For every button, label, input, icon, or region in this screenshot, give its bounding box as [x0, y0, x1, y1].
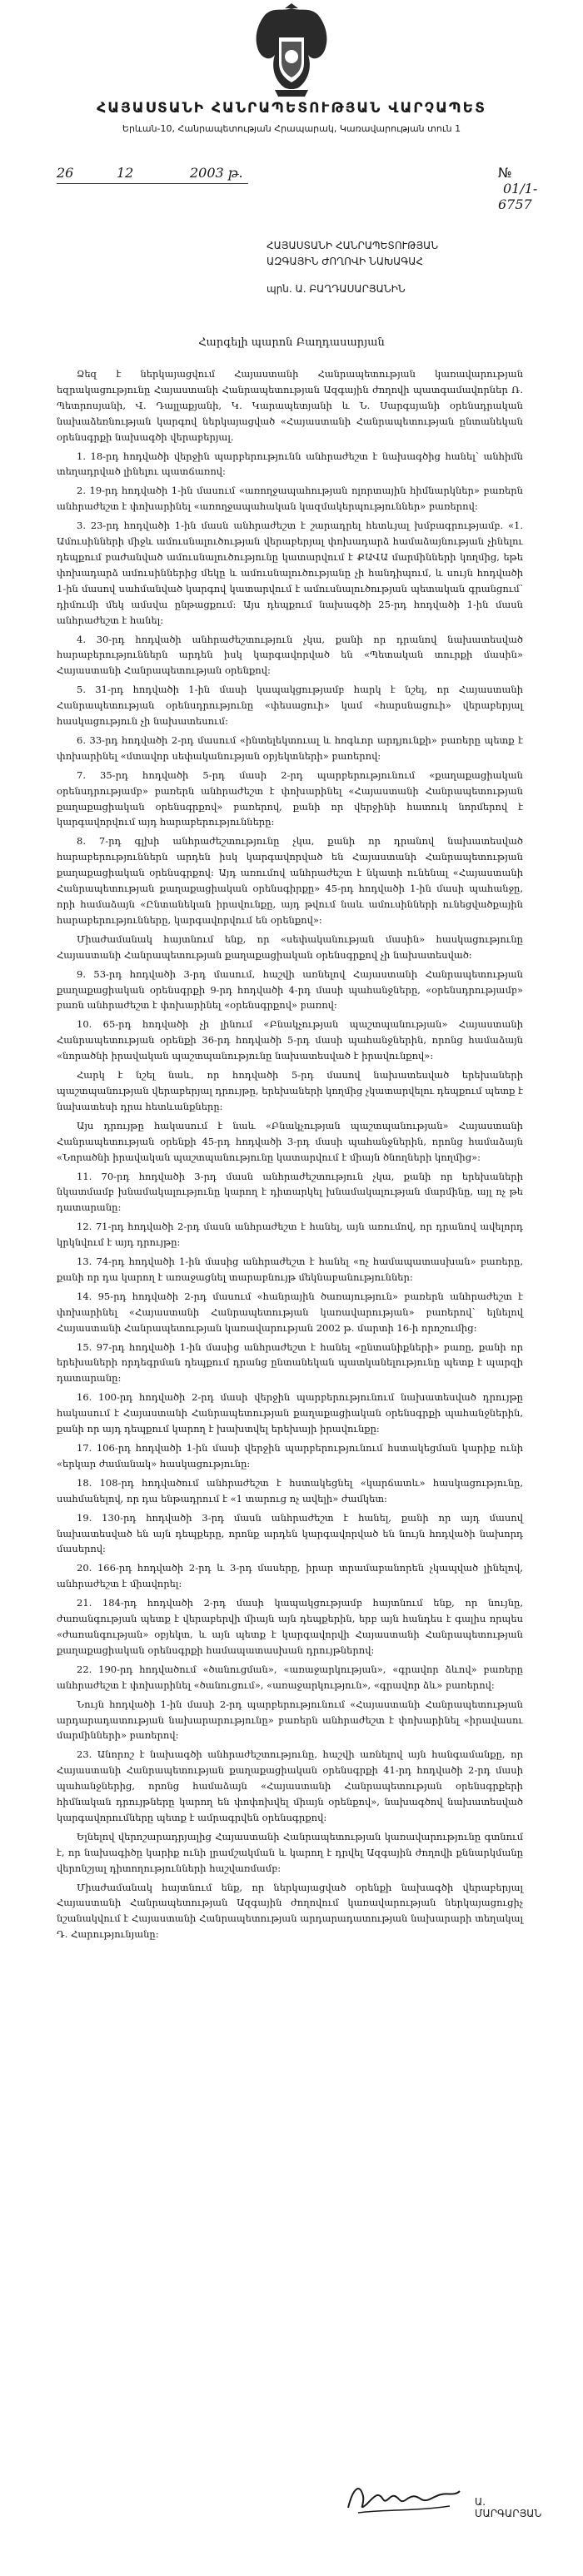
document-number-value: 01/1-6757 [498, 181, 538, 212]
date-day: 26 [57, 165, 74, 181]
body-paragraph: 3. 23-րդ հոդվածի 1-ին մասն անհրաժեշտ է շարադրել հետևյալ խմբագրությամբ. «1. Ամուսինների միջև ամուսնալուծության վերաբերյալ փոխադարձ համաձայնության չինելու դեպքում բաժանված ամուսնալուծությունը կատարվում է ՔԱՎԱ մարմինների կողմից, եթե փոխադարձ ամուսիններից մեկը և ամուսնալուծությանը չի հանդիպում, և սույն հոդվածի 1-ին մասով սահմանված կարգով կատարվում է ամուսնալուծության պետական գրանցում՝ դիմումի մեկ ամսվա ընթացքում: Այս դեպքում նախագծի 25-րդ հոդվածի 1-ին մասն անհրաժեշտ է հանել: [57, 520, 523, 626]
letter-greeting: Հարգելի պարոն Բաղդասարյան [198, 336, 385, 349]
government-address: Երևան-10, Հանրապետության Հրապարակ, Կառավարության տուն 1 [122, 123, 461, 134]
body-paragraph: Հարկ է նշել նաև, որ հոդվածի 5-րդ մասով նախատեսված երեխաների պաշտպանության վերաբերյալ դրույթը, երեխաների կողմից չկատարվելու դեպքում պետք է նախատեսի դրա հետևանքները: [57, 1069, 523, 1112]
body-paragraph: 16. 100-րդ հոդվածի 2-րդ մասի վերջին պարբերությունում նախատեսված դրույթը հակասում է Հայաստանի Հանրապետության քաղաքացիական օրենսգրքի պահանջներին, քանի որ այդ դեպքում կարող է խախտվել երեխայի իրավունքը: [57, 1391, 523, 1435]
body-paragraph: 6. 33-րդ հոդվածի 2-րդ մասում «ինտելեկտուալ և հոգևոր արդյունքի» բառերը պետք է փոխարինել «մտավոր սեփականության օբյեկտների» բառերով: [57, 734, 523, 762]
body-paragraph: 9. 53-րդ հոդվածի 3-րդ մասում, հաշվի առնելով Հայաստանի Հանրապետության քաղաքացիական օրենսգրքի 9-րդ հոդվածի 4-րդ մասի պահանջները, «օրենսդրությամբ» բառն անհրաժեշտ է փոխարինել «օրենսգրքով» բառով: [57, 967, 523, 1012]
body-paragraph: 18. 108-րդ հոդվածում անհրաժեշտ է հստակեցնել «կարճատև» հասկացությունը, սահմանելով, որ դա ենթադրում է «1 տարուց ոչ ավելի» ժամկետ: [57, 1476, 523, 1504]
handwritten-signature [341, 2471, 466, 2521]
date-and-number-row [57, 165, 538, 212]
date-month: 12 [117, 165, 134, 181]
body-paragraph: 14. 95-րդ հոդվածի 2-րդ մասում «հանրային ծառայություն» բառերն անհրաժեշտ է փոխարինել «Հայաստանի Հանրապետության կառավարության» բառերով՝ ելնելով Հայաստանի Հանրապետության կառավարության 2002 թ. մարտի 16-ի որոշումից: [57, 1290, 523, 1334]
date-year: 2003 թ. [190, 165, 243, 181]
addressee-line-1: ՀԱՅԱՍՏԱՆԻ ՀԱՆՐԱՊԵՏՈՒԹՅԱՆ [267, 240, 439, 251]
body-paragraph: Միաժամանակ հայտնում ենք, որ «սեփականության մասին» հասկացությունը Հայաստանի Հանրապետության քաղաքացիական օրենսգրքով չի նախատեսված: [57, 932, 523, 961]
body-paragraph: 5. 31-րդ հոդվածի 1-ին մասի կապակցությամբ հարկ է նշել, որ Հայաստանի Հանրապետության օրենսդրությունը «փեսացուի» կամ «հարսնացուի» վերաբերյալ հասկացություն չի նախատեսում: [57, 684, 523, 728]
body-paragraph: 13. 74-րդ հոդվածի 1-ին մասից անհրաժեշտ է հանել «ոչ համապատասխան» բառերը, քանի որ դա կարող է առաջացնել տարաբնույթ մեկնաբանություններ: [57, 1256, 523, 1283]
date-underline [57, 183, 248, 184]
signature-block [341, 2471, 541, 2538]
body-paragraph: 4. 30-րդ հոդվածի անհրաժեշտություն չկա, քանի որ դրանով նախատեսված հարաբերություններն արդեն իսկ կարգավորված են «Պետական տուրքի մասին» Հայաստանի Հանրապետության օրենքով: [57, 633, 523, 677]
signer-name: Ա. ՄԱՐԳԱՐՅԱՆ [475, 2496, 542, 2519]
document-number [498, 165, 537, 212]
body-paragraph: 8. 7-րդ գլխի անհրաժեշտությունը չկա, քանի որ դրանով նախատեսված հարաբերություններն արդեն իսկ կարգավորված են Հայաստանի Հանրապետության քաղաքացիական օրենսգրքով: Այդ առումով անհրաժեշտ է նկատի ունենալ «Հայաստանի Հանրապետության քաղաքացիական օրենսգիրքը» 45-րդ հոդվածի 1-ին մասի պահանջը, որի համաձայն «Ընտանեկան իրավունքը, այդ թվում նաև ամուսինների ունեցվածքային հարաբերությունները, կարգավորվում են օրենքով»: [57, 835, 523, 926]
addressee-block [267, 238, 533, 297]
body-paragraph: 21. 184-րդ հոդվածի 2-րդ մասի կապակցությամբ հայտնում ենք, որ նույնը, ժառանգության պետք է վերաբերվի միայն այն դեպքերին, երբ այն հանդես է գալիս որպես «ժառանգության» օբյեկտ, և այն պետք է կարգավորվի Հայաստանի Հանրապետության քաղաքացիական օրենսգրքի համապատասխան դրույթներով: [57, 1597, 523, 1656]
body-paragraph: Այս դրույթը հակասում է նաև «Բնակչության պաշտպանության» Հայաստանի Հանրապետության օրենքի 45-րդ հոդվածի 3-րդ մասի պահանջներին, որոնց համաձայն «Նորածնի իրավական պաշտպանությունը կատարվում է միայն ծնողների կողմից»: [57, 1119, 523, 1163]
body-paragraph: Ելնելով վերոշարադրյալից Հայաստանի Հանրապետության կառավարությունը գտնում է, որ նախագիծը կարիք ունի լրամշակման և կարող է դրվել Ազգային ժողովի քննարկմանը վերոնշյալ դիտողությունների հաշվառմամբ: [57, 1830, 523, 1874]
addressee-name: պրն. Ա. ԲԱՂԴԱՍԱՐՅԱՆԻՆ [267, 283, 406, 295]
government-title: ՀԱՅԱՍՏԱՆԻ ՀԱՆՐԱՊԵՏՈՒԹՅԱՆ ՎԱՐՉԱՊԵՏ [97, 100, 486, 117]
body-paragraph: 7. 35-րդ հոդվածի 5-րդ մասի 2-րդ պարբերությունում «քաղաքացիական օրենսդրությամբ» բառերն անհրաժեշտ է փոխարինել «Հայաստանի Հանրապետության քաղաքացիական օրենսգրքով» բառերով, քանի որ վերջինի հատուկ նորմերով է կարգավորվում այդ հարաբերությունները: [57, 768, 523, 828]
coat-of-arms-emblem [250, 3, 333, 102]
letter-body [57, 366, 523, 1946]
body-paragraph: 22. 190-րդ հոդվածում «ծանուցման», «առաջարկության», «գրավոր ձևով» բառերը անհրաժեշտ է փոխարինել «ծանուցում», «առաջարկություն», «գրավոր ձև» բառերով: [57, 1663, 523, 1691]
body-paragraph: 23. Անորոշ է նախագծի անհրաժեշտությունը, հաշվի առնելով այն հանգամանքը, որ Հայաստանի Հանրապետության քաղաքացիական օրենսգրքի 41-րդ հոդվածի 2-րդ մասի պահանջներից, որոնց համաձայն «Հայաստանի Հանրապետության օրենսգրքերի հիմնական դրույթները կարող են փոփոխվել միայն օրենքով», նախագծով նախատեսված կարգավորումները պետք է ամրագրվեն օրենսգրքով: [57, 1748, 523, 1823]
body-paragraph: 15. 97-րդ հոդվածի 1-ին մասից անհրաժեշտ է հանել «ընտանիքների» բառը, քանի որ երեխաների որդեգրման դեպքում դրանց ընտանեկան պատկանելությունը պետք է պարզի դատարանը: [57, 1340, 523, 1385]
body-paragraph: Նույն հոդվածի 1-ին մասի 2-րդ պարբերությունում «Հայաստանի Հանրապետության արդարադատության նախարարությունը» բառերն անհրաժեշտ է փոխարինել «իրավասու մարմինների» բառերով: [57, 1698, 523, 1742]
body-paragraph: Ձեզ է ներկայացվում Հայաստանի Հանրապետության կառավարության եզրակացությունը Հայաստանի Հանրապետության Ազգային ժողովի պատգամավորներ Ռ. Պետրոսյանի, Վ. Դալլաքյանի, Կ. Կարապետյանի և Ն. Սարգսյանի օրենսդրական նախաձեռնության կարգով ներկայացված «Հայաստանի Հանրապետության ընտանեկան օրենսգրքի նախագծի վերաբերյալ. [57, 368, 523, 443]
body-paragraph: 10. 65-րդ հոդվածի չի լինում «Բնակչության պաշտպանության» Հայաստանի Հանրապետության օրենքի 36-րդ հոդվածի 5-րդ մասի պահանջներին, որոնց համաձայն «նորածնի իրավական պաշտպանությունը նախատեսված է իրավունքով»: [57, 1018, 523, 1062]
body-paragraph: 17. 106-րդ հոդվածի 1-ին մասի վերջին պարբերությունում հստակեցման կարիք ունի «երկար ժամանակ» հասկացությունը: [57, 1442, 523, 1470]
body-paragraph: 11. 70-րդ հոդվածի 3-րդ մասն անհրաժեշտություն չկա, քանի որ երեխաների նկատմամբ խնամակալությունը կարող է դիտարկել խնամակալության մարմինը, այլ ոչ թե դատարանը: [57, 1170, 523, 1214]
document-number-label: № [498, 165, 512, 181]
addressee-line-2: ԱԶԳԱՅԻՆ ԺՈՂՈՎԻ ՆԱԽԱԳԱՀ [267, 256, 424, 267]
body-paragraph: 12. 71-րդ հոդվածի 2-րդ մասն անհրաժեշտ է հանել, այն առումով, որ դրանով ավելորդ կրկնվում է այդ դրույթը: [57, 1221, 523, 1249]
body-paragraph: 2. 19-րդ հոդվածի 1-ին մասում «առողջապահության ոլորտային հիմնարկներ» բառերն անհրաժեշտ է փոխարինել «առողջապահական կազմակերպություններ» բառերով: [57, 485, 523, 513]
body-paragraph: Միաժամանակ հայտնում ենք, որ ներկայացված օրենքի նախագծի վերաբերյալ Հայաստանի Հանրապետության Ազգային ժողովում կառավարության ներկայացուցիչ նշանակվում է Հայաստանի Հանրապետության արդարադատության նախարարի տեղակալ Դ. Հարությունյանը: [57, 1881, 523, 1941]
body-paragraph: 1. 18-րդ հոդվածի վերջին պարբերությունն անհրաժեշտ է նախագծից հանել՝ անհիմն տեղադրված լինելու պատճառով: [57, 450, 523, 478]
body-paragraph: 20. 166-րդ հոդվածի 2-րդ և 3-րդ մասերը, իրար տրամաբանորեն չկապված լինելով, անհրաժեշտ է միավորել: [57, 1562, 523, 1590]
body-paragraph: 19. 130-րդ հոդվածի 3-րդ մասն անհրաժեշտ է հանել, քանի որ այդ մասով նախատեսված են այն դեպքերը, որոնք արդեն կարգավորված են նույն հոդվածի նախորդ մասերով: [57, 1511, 523, 1555]
